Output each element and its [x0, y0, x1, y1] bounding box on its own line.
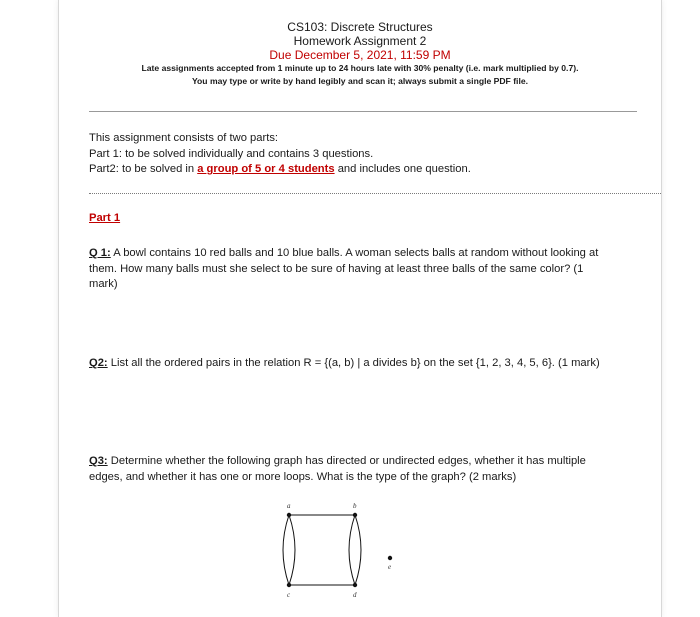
intro-line-2: Part 1: to be solved individually and contains 3 questions. [89, 147, 374, 160]
edge-b-d-2 [355, 515, 361, 585]
question-2-text: List all the ordered pairs in the relation R = {(a, b) | a divides b} on the set {1, 2, 3, 4, 5, 6}. (1 mark) [107, 357, 600, 369]
course-title: CS103: Discrete Structures [287, 20, 433, 34]
vertex-label-b: b [353, 502, 357, 510]
vertex-d [353, 583, 357, 587]
group-size-highlight: a group of 5 or 4 students [197, 163, 335, 175]
question-3 [89, 454, 609, 485]
document-page [58, 0, 662, 617]
intro-line-1: This assignment consists of two parts: [89, 132, 279, 144]
submission-note: You may type or write by hand legibly and scan it; always submit a single PDF file. [191, 76, 529, 86]
intro-line-3-suffix: and includes one question. [334, 163, 471, 175]
intro-line-3 [89, 162, 471, 178]
vertex-e [388, 556, 392, 560]
question-3-text: Determine whether the following graph has directed or undirected edges, whether it has multiple edges, and whether it has one or more loops. What is the type of the graph? (2 marks) [89, 455, 586, 483]
edge-a-c-2 [289, 515, 295, 585]
vertex-label-c: c [287, 591, 291, 599]
part-1-heading: Part 1 [89, 212, 121, 224]
vertex-label-a: a [287, 502, 291, 510]
header-divider [89, 111, 637, 112]
vertex-a [287, 513, 291, 517]
question-1-text: A bowl contains 10 red balls and 10 blue balls. A woman selects balls at random without looking at them. How many balls must she select to be sure of having at least three balls of the same color? (1 mark) [89, 247, 599, 290]
question-3-label: Q3: [89, 455, 108, 467]
graph-figure [259, 500, 459, 605]
question-1-label: Q 1: [89, 247, 111, 259]
vertex-label-d: d [353, 591, 357, 599]
question-2-label: Q2: [89, 357, 108, 369]
question-2 [89, 356, 609, 372]
vertex-b [353, 513, 357, 517]
vertex-c [287, 583, 291, 587]
vertex-label-e: e [388, 563, 392, 571]
assignment-title: Homework Assignment 2 [293, 34, 427, 48]
header [59, 20, 661, 88]
section-divider [89, 193, 661, 194]
edge-a-c-1 [283, 515, 289, 585]
late-policy: Late assignments accepted from 1 minute up to 24 hours late with 30% penalty (i.e. mark multiplied by 0.7). [141, 63, 579, 73]
question-1 [89, 246, 609, 293]
intro-line-3-prefix: Part2: to be solved in [89, 163, 198, 175]
intro [89, 131, 471, 178]
edge-b-d-1 [349, 515, 355, 585]
due-date: Due December 5, 2021, 11:59 PM [269, 48, 451, 62]
